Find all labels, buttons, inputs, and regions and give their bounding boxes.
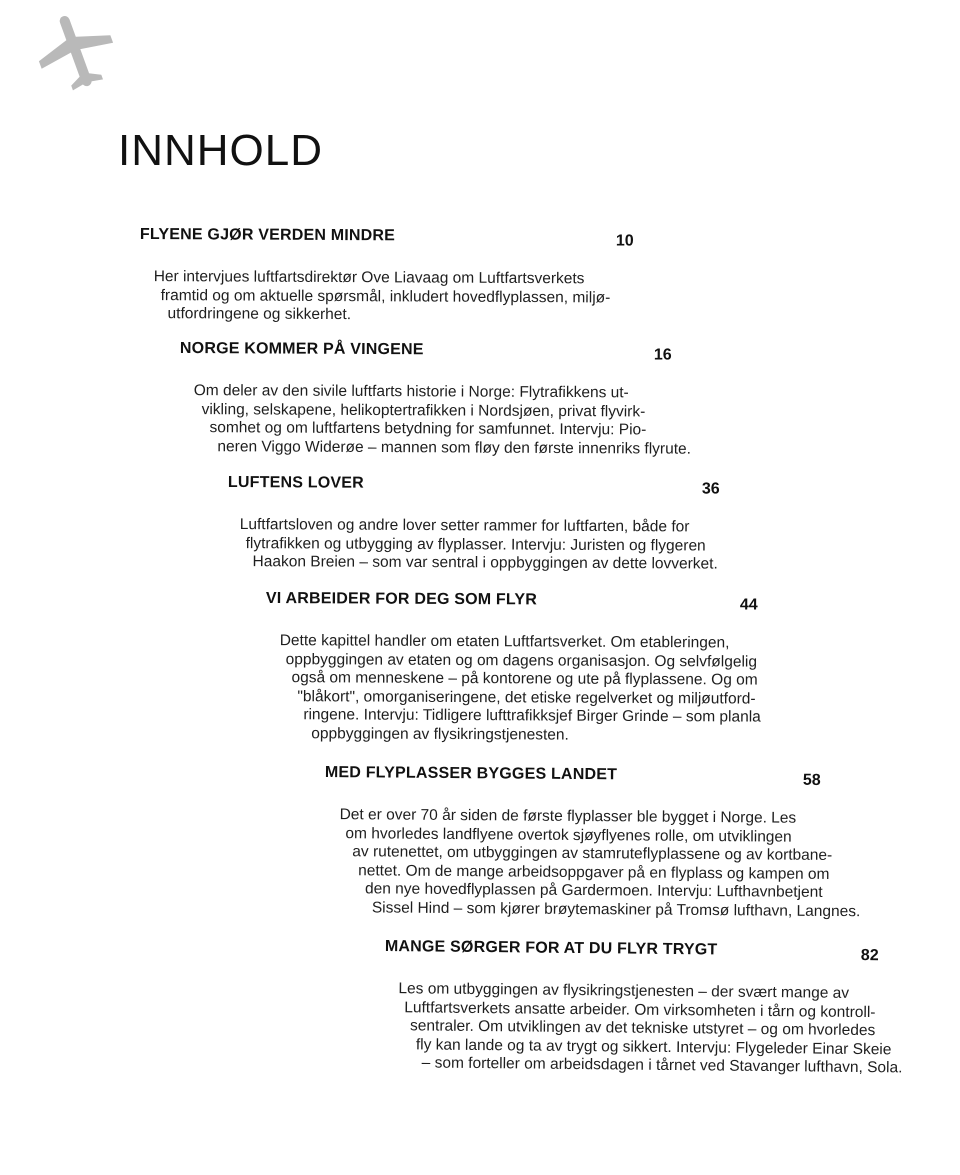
section-title: LUFTENS LOVER <box>227 474 364 492</box>
airplane-icon <box>36 10 116 94</box>
section-page-number: 16 <box>653 346 672 364</box>
description-line: utfordringene og sikkerhet. <box>167 305 352 324</box>
description-line: flytrafikken og utbygging av flyplasser. Intervju: Juristen og flygeren <box>245 534 706 555</box>
section-page-number: 44 <box>739 596 758 614</box>
description-line: fly kan lande og ta av trygt og sikkert. Intervju: Flygeleder Einar Skeie <box>415 1035 892 1058</box>
toc-entry-med-flyplasser <box>324 764 861 920</box>
section-title: VI ARBEIDER FOR DEG SOM FLYR <box>265 590 538 609</box>
section-description <box>398 980 904 1078</box>
description-line: Dette kapittel handler om etaten Luftfartsverket. Om etableringen, <box>279 632 730 652</box>
section-description <box>239 516 718 574</box>
section-title: MED FLYPLASSER BYGGES LANDET <box>324 764 618 784</box>
section-title: NORGE KOMMER PÅ VINGENE <box>179 340 424 359</box>
section-page-number: 82 <box>860 946 879 965</box>
description-line: om hvorledes landflyene overtok sjøyflyenes rolle, om utviklingen <box>345 824 792 846</box>
description-line: Luftfartsverkets ansatte arbeider. Om virksomheten i tårn og kontroll- <box>404 998 876 1021</box>
section-page-number: 36 <box>701 480 720 498</box>
toc-entry-norge <box>179 340 692 458</box>
page-title: INNHOLD <box>118 126 324 175</box>
description-line: Luftfartsloven og andre lover setter rammer for luftfarten, både for <box>239 516 690 536</box>
description-line: somhet og om luftfartens betydning for samfunnet. Intervju: Pio- <box>209 419 647 439</box>
description-line: oppbyggingen av etaten og om dagens organisasjon. Og selvfølgelig <box>285 650 758 671</box>
toc-entry-flyene <box>139 226 640 324</box>
description-line: – som forteller om arbeidsdagen i tårnet ved Stavanger lufthavn, Sola. <box>421 1054 903 1077</box>
description-line: Les om utbyggingen av flysikringstjenesten – der svært mange av <box>398 980 850 1002</box>
toc-entry-mange-sorger <box>384 938 903 1077</box>
section-title: FLYENE GJØR VERDEN MINDRE <box>139 226 396 245</box>
description-line: Her intervjues luftfartsdirektør Ove Liavaag om Luftfartsverkets <box>153 268 585 288</box>
description-line: sentraler. Om utviklingen av det tekniske utstyret – og om hvorledes <box>409 1017 876 1040</box>
description-line: framtid og om aktuelle spørsmål, inkludert hovedflyplassen, miljø- <box>160 286 611 306</box>
description-line: Om deler av den sivile luftfarts historie i Norge: Flytrafikkens ut- <box>193 382 629 402</box>
toc-entry-vi-arbeider <box>265 590 766 744</box>
description-line: også om menneskene – på kontorene og ute på flyplassene. Og om <box>291 669 758 689</box>
description-line: Haakon Breien – som var sentral i oppbyggingen av dette lovverket. <box>252 553 718 573</box>
toc-entry-luftens-lover <box>227 474 728 573</box>
description-line: ringene. Intervju: Tidligere lufttrafikksjef Birger Grinde – som planla <box>303 706 761 726</box>
section-page-number: 58 <box>802 771 821 789</box>
description-line: Det er over 70 år siden de første flyplasser ble bygget i Norge. Les <box>339 806 797 827</box>
description-line: av rutenettet, om utbyggingen av stamruteflyplassene og av kortbane- <box>352 843 833 864</box>
section-description <box>339 806 861 921</box>
description-line: Sissel Hind – som kjører brøytemaskiner på Tromsø lufthavn, Langnes. <box>371 898 861 920</box>
description-line: oppbyggingen av flysikringstjenesten. <box>311 724 569 744</box>
description-line: den nye hovedflyplassen på Gardermoen. Intervju: Lufthavnbetjent <box>364 880 823 901</box>
section-title: MANGE SØRGER FOR AT DU FLYR TRYGT <box>384 938 718 959</box>
description-line: "blåkort", omorganiseringene, det etiske regelverket og miljøutford- <box>297 687 756 708</box>
section-description <box>193 382 691 459</box>
section-description <box>279 632 761 746</box>
description-line: neren Viggo Widerøe – mannen som fløy den første innenriks flyrute. <box>217 437 692 458</box>
description-line: nettet. Om de mange arbeidsoppgaver på en flyplass og kampen om <box>358 861 830 883</box>
section-description <box>153 268 610 326</box>
description-line: vikling, selskapene, helikoptertrafikken i Nordsjøen, privat flyvirk- <box>201 400 646 420</box>
section-page-number: 10 <box>615 232 634 250</box>
plane-logo <box>36 10 116 94</box>
